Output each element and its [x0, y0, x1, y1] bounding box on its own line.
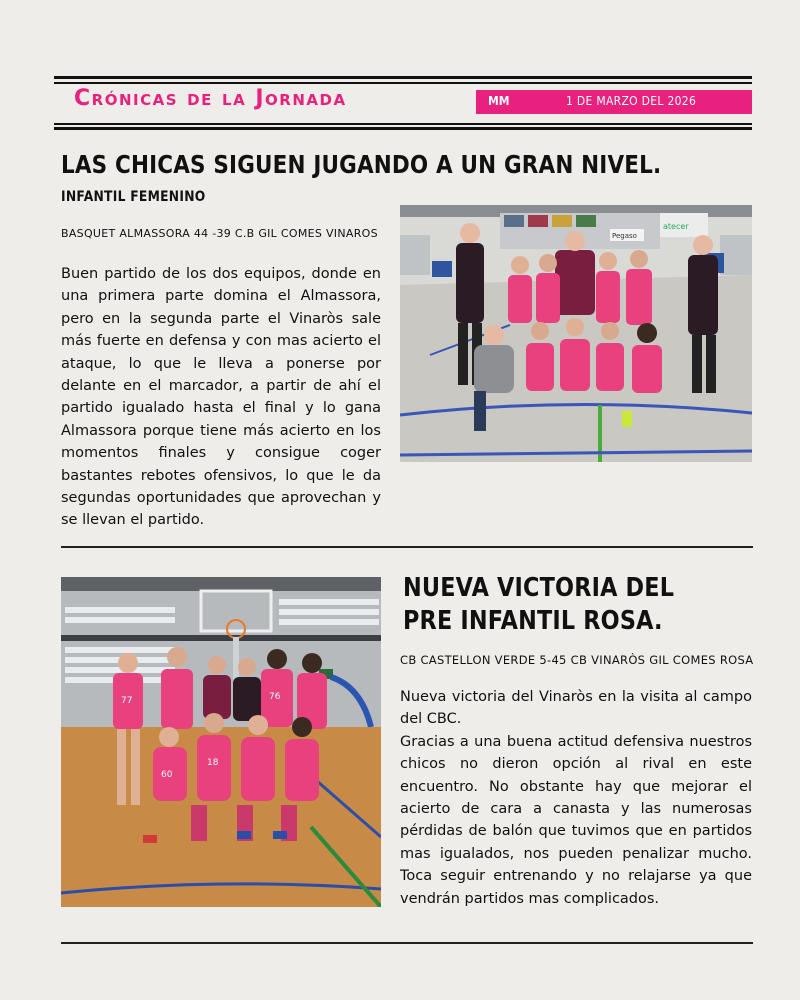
photo-banner-atecer: atecer	[663, 222, 689, 231]
jersey-number-60: 60	[161, 770, 173, 780]
masthead-code: MM	[488, 94, 510, 108]
jersey-number-77: 77	[121, 696, 133, 706]
article1-team-photo	[400, 205, 752, 462]
article2-team-photo	[61, 577, 381, 907]
masthead-rule-top-thin	[54, 82, 752, 84]
jersey-number-18: 18	[207, 758, 219, 768]
article2-body-paragraph-2: Gracias a una buena actitud defensiva nuestros chicos no dieron opción al rival en este encuentro. No obstante hay que mejorar el acierto de cara a canasta y las numerosas pérdidas de balón que tuvimos que en partidos mas igualados, nos pueden penalizar mucho. Toca seguir entrenando y no relajarse ya que vendrán partidos mas complicados.	[400, 733, 752, 907]
article1-scoreline: BASQUET ALMASSORA 44 -39 C.B GIL COMES VINAROS	[61, 227, 378, 240]
article1-body: Buen partido de los dos equipos, donde en una primera parte domina el Almassora, pero en la segunda parte el Vinaròs sale más fuerte en defensa y con mas acierto el ataque, lo que le lleva a ponerse por delante en el marcador, a partir de ahí el partido igualado hasta el final y lo gana Almassora porque tiene más acierto en los momentos finales y consigue coger bastantes rebotes ofensivos, lo que le da segundas oportunidades que aprovechan y se llevan el partido.	[61, 266, 381, 529]
article1-section-label: INFANTIL FEMENINO	[61, 189, 206, 205]
masthead-info-bar	[476, 90, 752, 114]
team-photo-illustration	[61, 577, 381, 907]
photo-banner-pegaso: Pegaso	[612, 232, 637, 240]
masthead-rule-top-thick	[54, 76, 752, 79]
article2-headline-line2: PRE INFANTIL ROSA.	[403, 606, 663, 636]
article2-headline	[403, 572, 713, 638]
masthead-rule-bottom-thin	[54, 123, 752, 125]
article2-scoreline: CB CASTELLON VERDE 5-45 CB VINARÒS GIL COMES ROSA	[400, 653, 754, 667]
footer-divider	[61, 942, 753, 944]
article1-headline: LAS CHICAS SIGUEN JUGANDO A UN GRAN NIVEL.	[61, 150, 662, 179]
article2-body	[400, 686, 752, 910]
jersey-number-76: 76	[269, 692, 281, 702]
article2-body-paragraph-1: Nueva victoria del Vinaròs en la visita al campo del CBC.	[400, 689, 752, 728]
article2-headline-line1: NUEVA VICTORIA DEL	[403, 573, 675, 603]
team-photo-illustration	[400, 205, 752, 462]
masthead-date: 1 DE MARZO DEL 2026	[566, 94, 697, 108]
masthead-title: Crónicas de la Jornada	[74, 86, 347, 111]
masthead-rule-bottom-thick	[54, 127, 752, 130]
article-divider	[61, 546, 753, 548]
